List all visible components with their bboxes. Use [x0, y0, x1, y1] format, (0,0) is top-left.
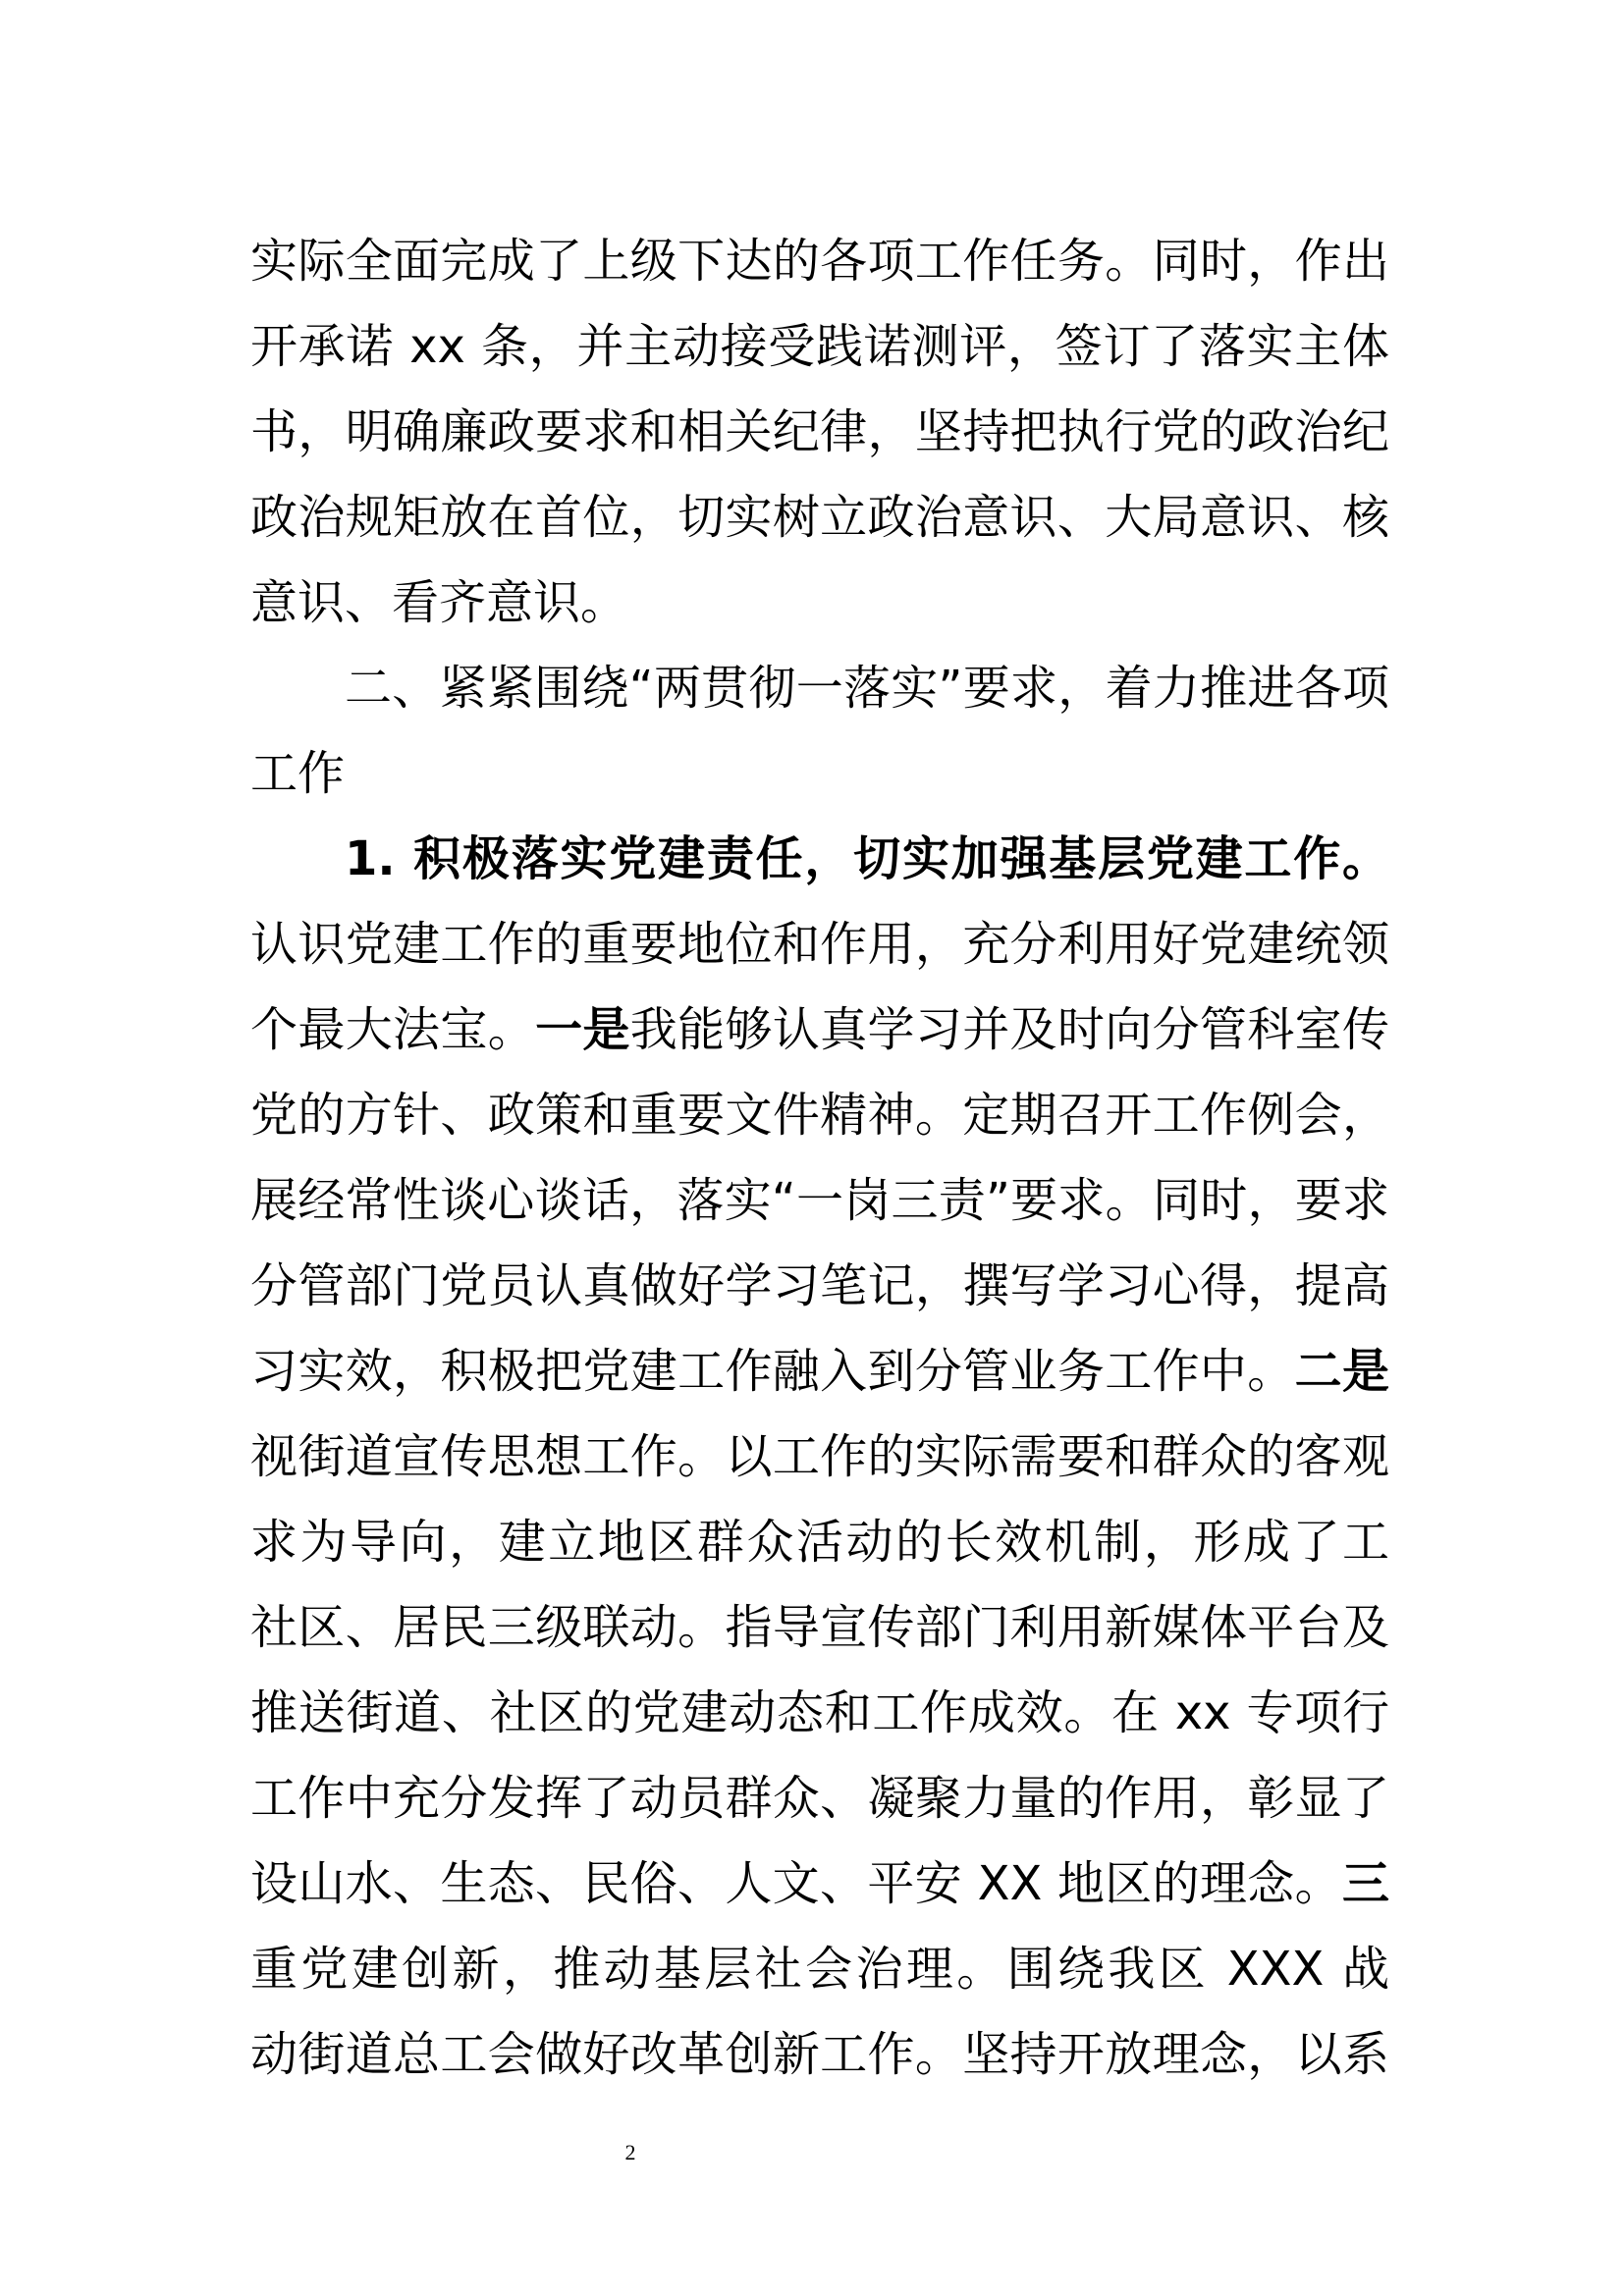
text-line	[250, 988, 1389, 1073]
text-line	[250, 1415, 1389, 1500]
text-segment: 重党建创新，推动基层社会治理。围绕我区 XXX 战	[250, 1942, 1389, 1997]
text-segment: 开承诺 xx 条，并主动接受践诺测评，签订了落实主体	[250, 319, 1389, 374]
text-segment: 我能够认真学习并及时向分管科室传	[629, 1002, 1389, 1057]
text-segment: 展经常性谈心谈话，落实“一岗三责”要求。同时，要求	[250, 1173, 1389, 1228]
text-line	[345, 646, 1389, 731]
bold-text-segment: 一是	[535, 1002, 630, 1057]
text-segment: 认识党建工作的重要地位和作用，充分利用好党建统领	[250, 917, 1389, 972]
text-line	[250, 2012, 1389, 2098]
text-line	[250, 731, 1389, 817]
text-segment: 分管部门党员认真做好学习笔记，撰写学习心得，提高	[250, 1258, 1389, 1313]
text-line	[250, 475, 1389, 561]
bold-text-segment: 二是	[1294, 1344, 1389, 1399]
text-line	[250, 902, 1389, 988]
text-segment: 动街道总工会做好改革创新工作。坚持开放理念，以系	[250, 2027, 1389, 2082]
page-number: 2	[624, 2140, 636, 2164]
text-segment: 政治规矩放在首位，切实树立政治意识、大局意识、核	[250, 490, 1389, 545]
text-segment: 书，明确廉政要求和相关纪律，坚持把执行党的政治纪	[250, 404, 1389, 459]
text-segment: 视街道宣传思想工作。以工作的实际需要和群众的客观	[250, 1429, 1389, 1484]
text-line	[250, 219, 1389, 304]
text-segment: 推送街道、社区的党建动态和工作成效。在 xx 专项行	[250, 1685, 1389, 1740]
text-segment: 意识、看齐意识。	[250, 575, 628, 630]
text-line	[250, 1244, 1389, 1329]
text-segment: 实际全面完成了上级下达的各项工作任务。同时，作出	[250, 234, 1389, 289]
text-line	[250, 1671, 1389, 1756]
text-line	[250, 1500, 1389, 1585]
text-segment: 社区、居民三级联动。指导宣传部门利用新媒体平台及	[250, 1600, 1389, 1655]
text-line	[250, 561, 1389, 646]
text-line	[250, 1329, 1389, 1415]
text-segment: 个最大法宝。	[250, 1002, 536, 1057]
bold-text-segment: 三	[1341, 1856, 1389, 1911]
text-segment: 二、紧紧围绕“两贯彻一落实”要求，着力推进各项	[345, 661, 1389, 716]
text-line	[250, 1158, 1389, 1244]
text-line	[250, 1073, 1389, 1158]
text-segment: 求为导向，建立地区群众活动的长效机制，形成了工	[250, 1515, 1389, 1570]
text-line	[250, 1756, 1389, 1842]
text-segment: 设山水、生态、民俗、人文、平安 XX 地区的理念。	[250, 1856, 1342, 1911]
text-line	[250, 1842, 1389, 1927]
text-line	[250, 304, 1389, 390]
text-segment: 工作中充分发挥了动员群众、凝聚力量的作用，彰显了	[250, 1771, 1389, 1826]
bold-text-segment: 1. 积极落实党建责任，切实加强基层党建工作。	[345, 831, 1389, 886]
text-segment: 工作	[250, 746, 346, 801]
text-segment: 习实效，积极把党建工作融入到分管业务工作中。	[250, 1344, 1295, 1399]
text-line	[250, 1585, 1389, 1671]
text-line	[250, 390, 1389, 475]
text-segment: 党的方针、政策和重要文件精神。定期召开工作例会，	[250, 1088, 1389, 1143]
text-line	[250, 1927, 1389, 2012]
text-line	[345, 817, 1389, 902]
